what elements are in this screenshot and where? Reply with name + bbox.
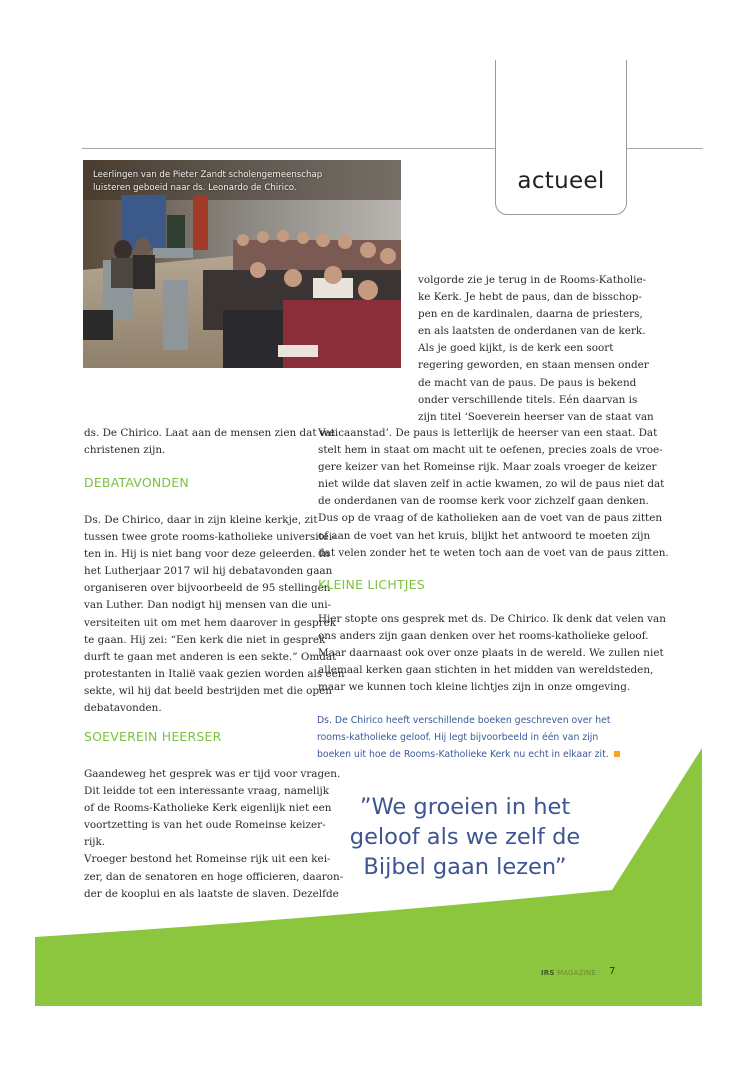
text-line: ons anders zijn gaan denken over het rooms-katholieke geloof. — [318, 630, 649, 643]
text-line: stelt hem in staat om macht uit te oefenen, precies zoals de vroe- — [318, 444, 663, 457]
text-line: ds. De Chirico. Laat aan de mensen zien dat we — [84, 427, 335, 439]
text-line: sekte, wil hij dat beeld bestrijden met die open — [84, 684, 332, 697]
photo-caption — [93, 169, 393, 195]
text-line: christenen zijn. — [84, 444, 166, 457]
text-line: onder verschillende titels. Eén daarvan is — [418, 393, 638, 406]
text-line: ten in. Hij is niet bang voor deze geleerden. In — [84, 548, 330, 561]
note-line-text: boeken uit hoe de Rooms-Katholieke Kerk nu echt in elkaar zit. — [317, 749, 609, 760]
section-kleine-lichtjes-body — [318, 611, 666, 696]
pull-quote-line: ”We groeien in het — [359, 794, 571, 820]
text-line: regering geworden, en staan mensen onder — [418, 359, 649, 372]
heading-soeverein-heerser: SOEVEREIN HEERSER — [84, 729, 222, 744]
end-of-article-square-icon — [614, 751, 620, 757]
text-line: Maar daarnaast ook over onze plaats in de wereld. We zullen niet — [318, 647, 664, 660]
text-line: en als laatsten de onderdanen van de kerk. — [418, 325, 646, 338]
text-line: de macht van de paus. De paus is bekend — [418, 376, 637, 389]
text-line: tussen twee grote rooms-katholieke universitei- — [84, 531, 336, 544]
text-line: gere keizer van het Romeinse rijk. Maar zoals vroeger de keizer — [318, 461, 657, 474]
section-debatavonden-body — [84, 512, 345, 717]
left-column-intro — [84, 425, 335, 459]
text-line: Ds. De Chirico, daar in zijn kleine kerkje, zit — [84, 514, 318, 526]
text-line: Dit leidde tot een interessante vraag, namelijk — [84, 785, 330, 798]
text-line: niet wilde dat slaven zelf in actie kwamen, zo wil de paus niet dat — [318, 478, 665, 491]
caption-line: Leerlingen van de Pieter Zandt scholengemeenschap — [93, 170, 323, 180]
text-line: Als je goed kijkt, is de kerk een soort — [418, 342, 614, 355]
text-line: ke Kerk. Je hebt de paus, dan de bisschop- — [418, 291, 642, 304]
heading-kleine-lichtjes: KLEINE LICHTJES — [318, 577, 425, 592]
note-line: Ds. De Chirico heeft verschillende boeken geschreven over het — [317, 715, 611, 726]
text-line: het Lutherjaar 2017 wil hij debatavonden gaan — [84, 565, 333, 578]
text-line: organiseren over bijvoorbeeld de 95 stellingen — [84, 582, 331, 595]
text-line: Vroeger bestond het Romeinse rijk uit een kei- — [84, 853, 331, 866]
text-line: rijk. — [84, 836, 106, 849]
text-line: zijn titel ‘Soeverein heerser van de staat van — [418, 410, 654, 423]
text-line: te gaan. Hij zei: “Een kerk die niet in gesprek — [84, 633, 326, 646]
text-line: Gaandeweg het gesprek was er tijd voor vragen. — [84, 768, 341, 780]
text-line: Hier stopte ons gesprek met ds. De Chirico. Ik denk dat velen van — [318, 613, 666, 625]
caption-line: luisteren geboeid naar ds. Leonardo de Chirico. — [93, 183, 297, 193]
text-line: maar we kunnen toch kleine lichtjes zijn in onze omgeving. — [318, 681, 631, 694]
text-line: dat velen zonder het te weten toch aan de voet van de paus zitten. — [318, 546, 669, 559]
text-line: zer, dan de senatoren en hoge officieren, daaron- — [84, 870, 344, 883]
text-line: der de kooplui en als laatste de slaven. Dezelfde — [84, 887, 339, 900]
right-column-wide — [318, 425, 669, 562]
brand-light: MAGAZINE — [557, 969, 597, 977]
brand-bold: IRS — [541, 969, 555, 977]
note-line: rooms-katholieke geloof. Hij legt bijvoorbeeld in één van zijn — [317, 732, 599, 743]
page-number: 7 — [609, 966, 616, 977]
text-line: durft te gaan met anderen is een sekte.” Omdat — [84, 650, 337, 663]
section-tab-label: actueel — [517, 168, 605, 194]
book-note — [317, 712, 617, 763]
text-line: volgorde zie je terug in de Rooms-Katholie- — [418, 274, 647, 286]
text-line: de onderdanen van de roomse kerk voor zichzelf gaan denken. — [318, 495, 649, 508]
pull-quote-line: geloof als we zelf de — [349, 824, 581, 850]
text-line: pen en de kardinalen, daarna de priesters, — [418, 308, 643, 321]
text-line: debatavonden. — [84, 702, 162, 715]
section-soeverein-body — [84, 766, 344, 903]
text-line: voortzetting is van het oude Romeinse keizer- — [84, 819, 326, 832]
text-line: Vaticaanstad’. De paus is letterlijk de heerser van een staat. Dat — [318, 427, 658, 439]
magazine-brand — [541, 969, 596, 977]
section-tab — [495, 60, 627, 215]
text-line: van Luther. Dan nodigt hij mensen van die uni- — [84, 599, 332, 612]
note-line — [317, 746, 617, 763]
pull-quote-line: Bijbel gaan lezen” — [363, 854, 567, 880]
heading-debatavonden: DEBATAVONDEN — [84, 475, 189, 490]
text-line: protestanten in Italië vaak gezien worden als een — [84, 667, 345, 680]
text-line: versiteiten uit om met hem daarover in gesprek — [84, 616, 337, 629]
right-column-top — [418, 272, 654, 426]
text-line: allemaal kerken gaan stichten in het midden van wereldsteden, — [318, 664, 654, 677]
article-photo — [83, 160, 401, 368]
text-line: of aan de voet van het kruis, blijkt het antwoord te moeten zijn — [318, 529, 651, 542]
text-line: of de Rooms-Katholieke Kerk eigenlijk niet een — [84, 802, 332, 815]
text-line: Dus op de vraag of de katholieken aan de voet van de paus zitten — [318, 512, 663, 525]
pull-quote — [330, 792, 600, 882]
